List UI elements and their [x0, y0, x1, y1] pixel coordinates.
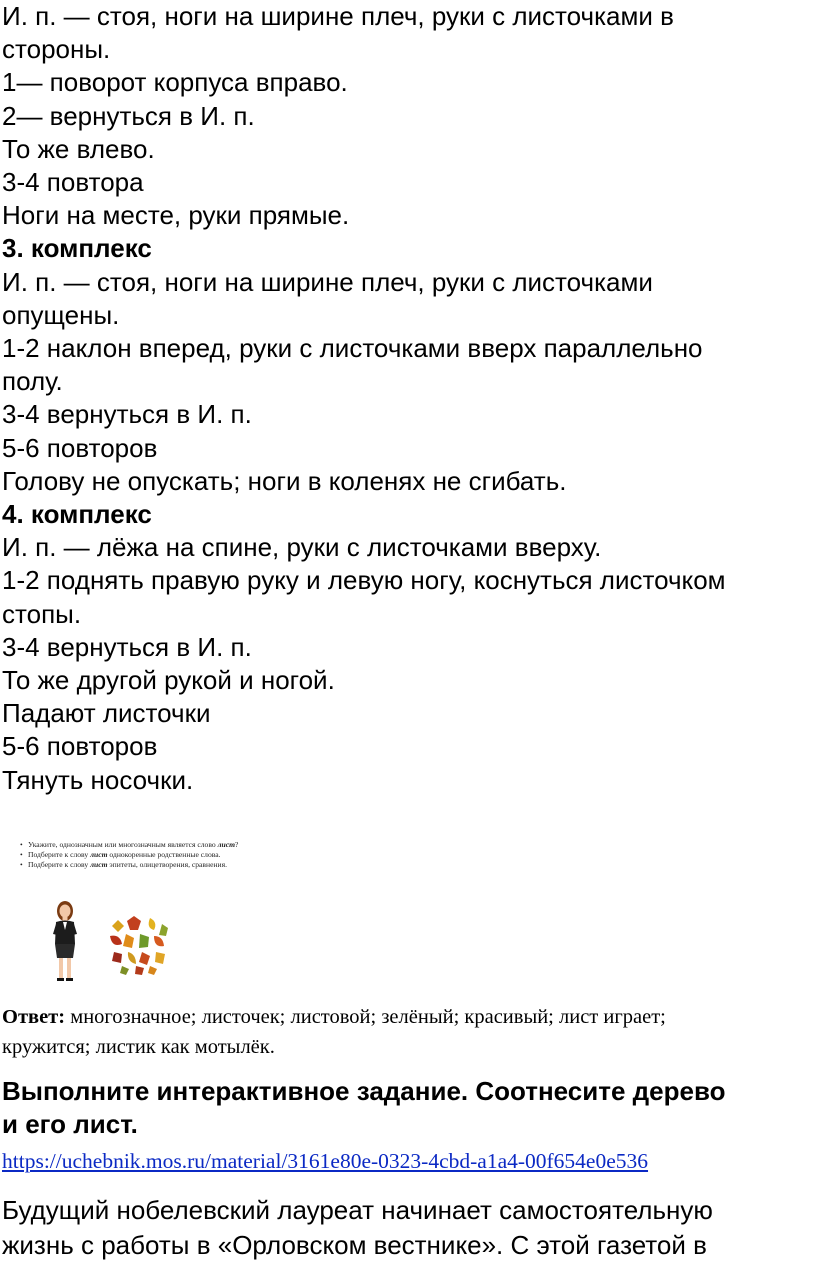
exercise-text	[2, 0, 814, 797]
teacher-figure-image	[48, 900, 82, 984]
slide-questions	[0, 840, 290, 870]
text-line: стороны.	[2, 34, 111, 65]
bottom-paragraph	[2, 1193, 814, 1263]
text-line: Падают листочки	[2, 698, 211, 729]
complex-3-heading: 3. комплекс	[2, 233, 152, 264]
text-line: Голову не опускать; ноги в коленях не сгибать.	[2, 465, 567, 496]
slide-question: • Подберите к слову лист эпитеты, олицетворения, сравнения.	[28, 860, 290, 870]
text-line: опущены.	[2, 299, 120, 330]
task-line: Выполните интерактивное задание. Соотнесите дерево	[2, 1076, 726, 1106]
text-line: 1— поворот корпуса вправо.	[2, 67, 348, 98]
interactive-task-heading	[2, 1075, 814, 1141]
text-line: Ноги на месте, руки прямые.	[2, 200, 350, 231]
autumn-leaves-image	[106, 914, 172, 976]
text-line: 5-6 повторов	[2, 432, 158, 463]
text-line: полу.	[2, 366, 63, 397]
text-line: стопы.	[2, 598, 82, 629]
text-line: И. п. — лёжа на спине, руки с листочками вверху.	[2, 532, 602, 563]
text-line: 3-4 вернуться в И. п.	[2, 631, 252, 662]
answer-line: кружится; листик как мотылёк.	[2, 1036, 275, 1058]
text-line: Тянуть носочки.	[2, 764, 194, 795]
text-line: То же влево.	[2, 133, 155, 164]
material-link[interactable]: https://uchebnik.mos.ru/material/3161e80e-0323-4cbd-a1a4-00f654e0e536	[2, 1149, 649, 1173]
text-line: 3-4 повтора	[2, 167, 144, 198]
text-line: 1-2 поднять правую руку и левую ногу, коснуться листочком	[2, 565, 726, 596]
text-line: жизнь с работы в «Орловском вестнике». С этой газетой в	[2, 1230, 707, 1260]
text-line: То же другой рукой и ногой.	[2, 665, 335, 696]
text-line: И. п. — стоя, ноги на ширине плеч, руки с листочками в	[2, 1, 674, 31]
text-line: 2— вернуться в И. п.	[2, 100, 255, 131]
complex-4-heading: 4. комплекс	[2, 499, 152, 530]
answer-block	[2, 1002, 812, 1062]
text-line: 3-4 вернуться в И. п.	[2, 399, 252, 430]
slide-question: • Подберите к слову лист однокоренные родственные слова.	[28, 850, 290, 860]
slide-question: • Укажите, однозначным или многозначным является слово лист?	[28, 840, 290, 850]
answer-label: Ответ:	[2, 1006, 66, 1028]
text-line: 5-6 повторов	[2, 731, 158, 762]
answer-line: Ответ: многозначное; листочек; листовой; зелёный; красивый; лист играет;	[2, 1006, 666, 1028]
text-line: И. п. — стоя, ноги на ширине плеч, руки с листочками	[2, 266, 653, 297]
task-line: и его лист.	[2, 1109, 138, 1139]
text-line: 1-2 наклон вперед, руки с листочками вверх параллельно	[2, 333, 703, 364]
slide-thumbnail	[0, 840, 290, 990]
text-line: Будущий нобелевский лауреат начинает самостоятельную	[2, 1195, 713, 1225]
